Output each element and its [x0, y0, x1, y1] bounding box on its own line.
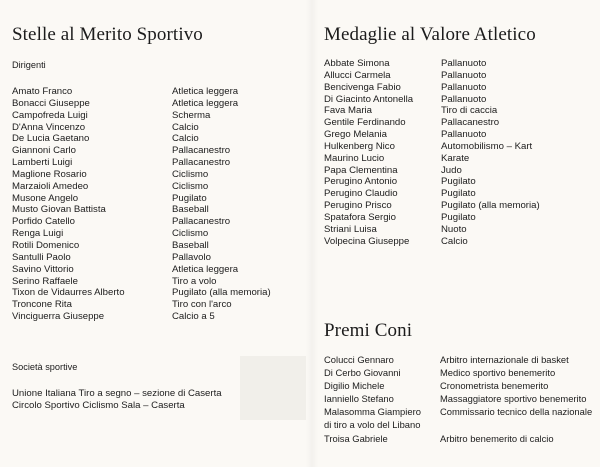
list-item: [324, 141, 540, 153]
sport-label: Pallanuoto: [441, 93, 487, 105]
person-name: Striani Luisa: [324, 223, 377, 235]
person-name-continued: di tiro a volo del Libano: [324, 419, 421, 431]
list-item: [12, 311, 271, 323]
list-item: [324, 153, 540, 165]
list-item: [12, 98, 271, 110]
sport-label: Pallacanestro: [172, 145, 231, 157]
award-role: Medico sportivo benemerito: [440, 367, 556, 379]
person-name: Rotili Domenico: [12, 239, 80, 251]
person-name: Malasomma Giampiero: [324, 406, 421, 418]
sport-label: Baseball: [172, 239, 209, 251]
person-name: Serino Raffaele: [12, 275, 78, 287]
list-item: [324, 165, 540, 177]
dirigenti-label: Dirigenti: [12, 60, 46, 70]
sport-label: Pallanuoto: [441, 58, 487, 69]
list-item: [12, 240, 271, 252]
list-item: [324, 117, 540, 129]
list-item: [324, 405, 592, 418]
award-role: Arbitro internazionale di basket: [440, 354, 569, 365]
person-name: Giannoni Carlo: [12, 145, 76, 157]
person-name: Troncone Rita: [12, 299, 72, 311]
person-name: Papa Clementina: [324, 164, 398, 176]
sport-label: Judo: [441, 164, 462, 176]
list-item: [12, 276, 271, 288]
sport-label: Baseball: [172, 204, 209, 216]
list-item: [12, 133, 271, 145]
person-name: Vinciguerra Giuseppe: [12, 311, 105, 323]
list-item: [324, 353, 592, 366]
sport-label: Pugilato (alla memoria): [172, 287, 271, 299]
person-name: Perugino Claudio: [324, 188, 398, 200]
list-item: [324, 176, 540, 188]
list-item: [324, 188, 540, 200]
award-role: Arbitro benemerito di calcio: [440, 432, 554, 444]
list-item: [324, 224, 540, 236]
sport-label: Nuoto: [441, 223, 467, 235]
list-item: [12, 299, 271, 311]
medaglie-list: [324, 58, 540, 248]
societa-list: [12, 388, 222, 412]
person-name: Grego Melania: [324, 129, 387, 141]
list-item: [324, 432, 592, 445]
sport-label: Atletica leggera: [172, 263, 239, 275]
person-name: Bencivenga Fabio: [324, 81, 401, 93]
list-item: [12, 228, 271, 240]
sport-label: Pallanuoto: [441, 129, 487, 141]
list-item: [12, 169, 271, 181]
award-role: Commissario tecnico della nazionale: [440, 406, 593, 418]
premi-list: [324, 353, 592, 445]
person-name: Di Cerbo Giovanni: [324, 367, 401, 379]
person-name: Maglione Rosario: [12, 168, 87, 180]
sport-label: Pallavolo: [172, 251, 211, 263]
list-item: [324, 200, 540, 212]
person-name: Troisa Gabriele: [324, 432, 388, 444]
person-name: Savino Vittorio: [12, 263, 74, 275]
person-name: Ianniello Stefano: [324, 393, 394, 405]
list-item: [324, 58, 540, 70]
person-name: Fava Maria: [324, 105, 372, 117]
sport-label: Pallacanestro: [172, 216, 231, 228]
sport-label: Pugilato: [441, 211, 476, 223]
person-name: Renga Luigi: [12, 228, 64, 240]
list-item: [324, 212, 540, 224]
person-name: Volpecina Giuseppe: [324, 235, 410, 247]
sport-label: Pallacanestro: [441, 117, 500, 129]
list-item: [12, 252, 271, 264]
person-name: Digilio Michele: [324, 380, 385, 392]
sport-label: Ciclismo: [172, 228, 209, 240]
list-item: [12, 145, 271, 157]
person-name: Hulkenberg Nico: [324, 140, 395, 152]
list-item: [324, 379, 592, 392]
person-name: D'Anna Vincenzo: [12, 121, 86, 133]
list-item: [324, 392, 592, 405]
page-gutter-shadow: [306, 0, 318, 467]
sport-label: Tiro a volo: [172, 275, 217, 287]
list-item: [12, 388, 222, 400]
sport-label: Pugilato (alla memoria): [441, 200, 540, 212]
list-item: [324, 418, 592, 431]
list-item: [12, 110, 271, 122]
sport-label: Tiro con l'arco: [172, 299, 232, 311]
list-item: [12, 400, 222, 412]
list-item: [12, 204, 271, 216]
person-name: Marzaioli Amedeo: [12, 180, 89, 192]
person-name: Musto Giovan Battista: [12, 204, 106, 216]
list-item: [324, 366, 592, 379]
person-name: Santulli Paolo: [12, 251, 71, 263]
list-item: [324, 236, 540, 248]
sport-label: Ciclismo: [172, 180, 209, 192]
person-name: Di Giacinto Antonella: [324, 93, 414, 105]
sport-label: Pallanuoto: [441, 81, 487, 93]
dirigenti-list: [12, 86, 271, 323]
sport-label: Calcio: [172, 121, 199, 133]
societa-label: Società sportive: [12, 362, 78, 372]
list-item: [12, 122, 271, 134]
person-name: Perugino Prisco: [324, 200, 392, 212]
sport-label: Scherma: [172, 109, 211, 121]
sport-label: Calcio: [441, 235, 468, 247]
sport-label: Tiro di caccia: [441, 105, 498, 117]
person-name: Campofreda Luigi: [12, 109, 88, 121]
sport-label: Calcio: [172, 133, 199, 145]
award-role: Massaggiatore sportivo benemerito: [440, 393, 587, 405]
sport-label: Atletica leggera: [172, 97, 239, 109]
person-name: Amato Franco: [12, 86, 73, 97]
list-item: [324, 82, 540, 94]
person-name: Gentile Ferdinando: [324, 117, 406, 129]
person-name: Tixon de Vidaurres Alberto: [12, 287, 125, 299]
person-name: Porfido Catello: [12, 216, 75, 228]
person-name: Colucci Gennaro: [324, 354, 394, 365]
society-name: Circolo Sportivo Ciclismo Sala – Caserta: [12, 399, 185, 411]
list-item: [12, 193, 271, 205]
award-role: Cronometrista benemerito: [440, 380, 549, 392]
sport-label: Karate: [441, 152, 470, 164]
list-item: [12, 216, 271, 228]
society-name: Unione Italiana Tiro a segno – sezione di Caserta: [12, 388, 222, 399]
person-name: Musone Angelo: [12, 192, 79, 204]
person-name: Abbate Simona: [324, 58, 390, 69]
sport-label: Calcio a 5: [172, 311, 215, 323]
sport-label: Pugilato: [172, 192, 207, 204]
person-name: Spatafora Sergio: [324, 211, 396, 223]
person-name: Allucci Carmela: [324, 69, 391, 81]
title-stelle-merito: Stelle al Merito Sportivo: [12, 24, 203, 45]
person-name: Bonacci Giuseppe: [12, 97, 90, 109]
person-name: Lamberti Luigi: [12, 157, 73, 169]
list-item: [12, 287, 271, 299]
list-item: [324, 129, 540, 141]
title-medaglie-valore: Medaglie al Valore Atletico: [324, 24, 536, 45]
title-premi-coni: Premi Coni: [324, 320, 413, 341]
person-name: De Lucia Gaetano: [12, 133, 90, 145]
list-item: [324, 94, 540, 106]
list-item: [12, 86, 271, 98]
person-name: Maurino Lucio: [324, 152, 385, 164]
person-name: Perugino Antonio: [324, 176, 398, 188]
list-item: [324, 105, 540, 117]
sport-label: Ciclismo: [172, 168, 209, 180]
list-item: [12, 181, 271, 193]
sport-label: Pallanuoto: [441, 69, 487, 81]
list-item: [12, 157, 271, 169]
sport-label: Pugilato: [441, 176, 476, 188]
sport-label: Pallacanestro: [172, 157, 231, 169]
list-item: [324, 70, 540, 82]
sport-label: Atletica leggera: [172, 86, 239, 97]
sport-label: Pugilato: [441, 188, 476, 200]
list-item: [12, 264, 271, 276]
sport-label: Automobilismo – Kart: [441, 140, 533, 152]
background-watermark: [240, 356, 306, 420]
